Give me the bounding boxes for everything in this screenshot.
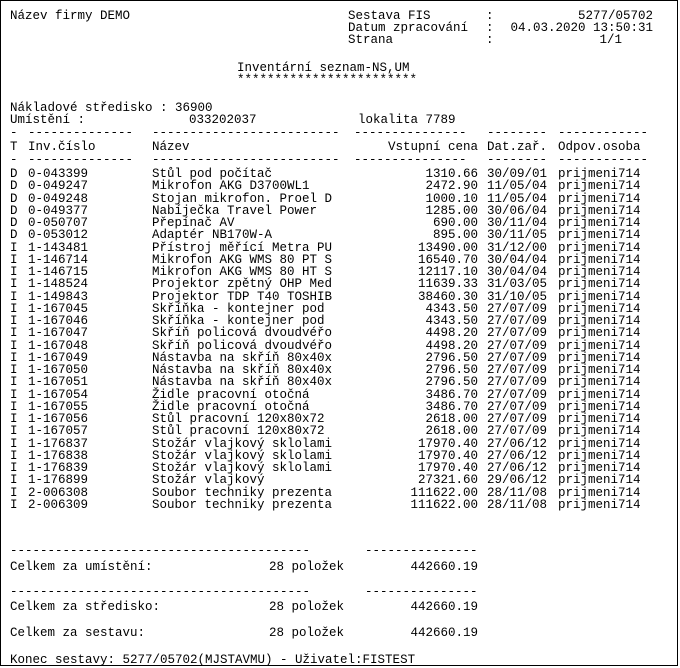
cell-date: 11/05/04 — [487, 191, 548, 206]
cell-type: I — [10, 240, 18, 255]
cell-type: I — [10, 338, 18, 353]
dash: --------------- — [365, 585, 478, 599]
cell-date: 30/06/04 — [487, 203, 548, 218]
cell-price: 4343.50 — [425, 301, 478, 316]
cell-inv-number: 1-176837 — [28, 436, 89, 451]
cell-type: I — [10, 252, 18, 267]
cell-inv-number: 1-167049 — [28, 350, 89, 365]
cell-inv-number: 1-176839 — [28, 461, 89, 475]
total-sum: 442660.19 — [410, 600, 478, 614]
cell-date: 27/07/09 — [487, 399, 548, 414]
cell-price: 1310.66 — [425, 167, 478, 181]
cell-price: 690.00 — [432, 216, 478, 230]
total-count: 28 položek — [269, 600, 345, 614]
total-count: 28 položek — [269, 560, 345, 574]
cell-inv-number: 1-167051 — [28, 375, 89, 390]
table-row — [1, 352, 679, 364]
header-colon: : — [486, 33, 494, 47]
cell-inv-number: 1-167055 — [28, 399, 89, 414]
cell-type: I — [10, 424, 18, 439]
cell-type: I — [10, 363, 18, 377]
cell-person: prijmeni714 — [558, 167, 641, 181]
cell-name: Stožár vlajkový — [152, 473, 265, 488]
total-sum: 442660.19 — [410, 626, 478, 640]
cell-price: 2618.00 — [425, 412, 478, 426]
cell-date: 28/11/08 — [487, 497, 548, 512]
cell-price: 12117.10 — [417, 265, 478, 279]
column-separator-top — [1, 127, 679, 139]
report-title: Inventární seznam-NS,UM — [237, 61, 410, 75]
table-row — [1, 229, 679, 241]
cell-person: prijmeni714 — [558, 314, 641, 328]
total-location — [1, 561, 679, 573]
cell-price: 1285.00 — [425, 203, 478, 218]
cell-person: prijmeni714 — [558, 473, 641, 488]
cell-price: 11639.33 — [417, 277, 478, 292]
cell-person: prijmeni714 — [558, 326, 641, 341]
cell-type: I — [10, 387, 18, 402]
total-label: Celkem za středisko: — [10, 600, 161, 614]
dash: ------------------------- — [152, 153, 340, 167]
cell-date: 27/07/09 — [487, 412, 548, 426]
cell-date: 11/05/04 — [487, 179, 548, 194]
cell-date: 27/06/12 — [487, 461, 548, 475]
cell-date: 30/04/04 — [487, 252, 548, 267]
cell-person: prijmeni714 — [558, 179, 641, 194]
cell-type: D — [10, 228, 18, 243]
cell-name: Skříňka - kontejner pod — [152, 314, 325, 328]
table-row — [1, 364, 679, 376]
header-label-date: Datum zpracování — [348, 21, 469, 35]
cell-date: 27/06/12 — [487, 436, 548, 451]
header-date: Dat.zař. — [487, 140, 548, 154]
cell-type: D — [10, 179, 18, 194]
header-label-page: Strana — [348, 33, 394, 47]
dash: ---------------------------------------- — [10, 585, 311, 599]
cell-inv-number: 1-149843 — [28, 289, 89, 304]
cell-person: prijmeni714 — [558, 252, 641, 267]
table-row — [1, 450, 679, 462]
dash: --------------- — [354, 153, 467, 167]
column-separator-bottom — [1, 154, 679, 166]
cell-inv-number: 1-167056 — [28, 412, 89, 426]
table-row — [1, 303, 679, 315]
cell-type: I — [10, 399, 18, 414]
cell-type: I — [10, 326, 18, 341]
cell-person: prijmeni714 — [558, 497, 641, 512]
cell-price: 3486.70 — [425, 387, 478, 402]
cell-inv-number: 0-049248 — [28, 191, 89, 206]
location-code: 033202037 — [189, 113, 257, 127]
table-row — [1, 425, 679, 437]
cell-name: Stožár vlajkový sklolami — [152, 448, 333, 463]
header-colon: : — [486, 9, 494, 23]
table-row — [1, 205, 679, 217]
table-row — [1, 315, 679, 327]
cell-person: prijmeni714 — [558, 301, 641, 316]
cell-person: prijmeni714 — [558, 363, 641, 377]
cell-date: 27/07/09 — [487, 326, 548, 341]
cell-inv-number: 2-006309 — [28, 497, 89, 512]
totals-separator — [1, 545, 679, 557]
cell-name: Přístroj měřící Metra PU — [152, 240, 333, 255]
cell-inv-number: 1-167046 — [28, 314, 89, 328]
cell-type: I — [10, 314, 18, 328]
cell-person: prijmeni714 — [558, 448, 641, 463]
cell-type: I — [10, 289, 18, 304]
cell-price: 111622.00 — [410, 497, 478, 512]
report-footer: Konec sestavy: 5277/05702(MJSTAVMU) - Uživatel:FISTEST — [10, 653, 416, 667]
header-label-report: Sestava FIS — [348, 9, 431, 23]
cell-type: I — [10, 301, 18, 316]
cell-inv-number: 1-167047 — [28, 326, 89, 341]
cell-price: 17970.40 — [417, 461, 478, 475]
header-value-report: 5277/05702 — [577, 9, 653, 23]
total-sum: 442660.19 — [410, 560, 478, 574]
dash: --------------- — [354, 126, 467, 140]
cell-type: I — [10, 448, 18, 463]
cell-price: 111622.00 — [410, 485, 478, 500]
cell-price: 2796.50 — [425, 375, 478, 390]
cell-type: D — [10, 191, 18, 206]
cell-person: prijmeni714 — [558, 240, 641, 255]
cell-name: Židle pracovní otočná — [152, 399, 310, 414]
cell-person: prijmeni714 — [558, 203, 641, 218]
cell-name: Stojan mikrofon. Proel D — [152, 191, 333, 206]
cell-person: prijmeni714 — [558, 399, 641, 414]
table-row — [1, 168, 679, 180]
table-row — [1, 401, 679, 413]
cell-person: prijmeni714 — [558, 350, 641, 365]
table-row — [1, 291, 679, 303]
cell-type: I — [10, 473, 18, 488]
cell-name: Stůl pracovní 120x80x72 — [152, 424, 325, 439]
cell-price: 1000.10 — [425, 191, 478, 206]
cell-price: 4343.50 — [425, 314, 478, 328]
dash: -------------- — [28, 153, 134, 167]
table-row — [1, 499, 679, 511]
cell-price: 895.00 — [432, 228, 478, 243]
table-row — [1, 278, 679, 290]
cell-name: Stožár vlajkový sklolami — [152, 461, 333, 475]
cell-price: 2618.00 — [425, 424, 478, 439]
cell-inv-number: 1-176899 — [28, 473, 89, 488]
dash: ------------ — [558, 126, 649, 140]
cell-date: 31/10/05 — [487, 289, 548, 304]
header-value-page: 1/1 — [599, 33, 622, 47]
cell-inv-number: 1-143481 — [28, 240, 89, 255]
cell-date: 28/11/08 — [487, 485, 548, 500]
cell-name: Stůl pracovní 120x80x72 — [152, 412, 325, 426]
cell-date: 30/04/04 — [487, 265, 548, 279]
cell-name: Skříň policová dvoudvéřo — [152, 326, 333, 341]
header-person: Odpov.osoba — [558, 140, 641, 154]
locality: lokalita 7789 — [358, 113, 456, 127]
cell-name: Mikrofon AKG WMS 80 PT S — [152, 252, 333, 267]
cell-date: 27/07/09 — [487, 314, 548, 328]
company-name: Název firmy DEMO — [10, 9, 131, 23]
cell-price: 2796.50 — [425, 350, 478, 365]
totals-separator — [1, 586, 679, 598]
cell-type: I — [10, 265, 18, 279]
cell-date: 27/07/09 — [487, 363, 548, 377]
total-center — [1, 601, 679, 613]
table-row — [1, 438, 679, 450]
cell-type: I — [10, 412, 18, 426]
cell-price: 4498.20 — [425, 338, 478, 353]
cell-type: I — [10, 485, 18, 500]
total-label: Celkem za sestavu: — [10, 626, 146, 640]
dash: ------------------------- — [152, 126, 340, 140]
header-type: T — [10, 140, 18, 154]
dash: - — [10, 126, 18, 140]
cell-type: I — [10, 436, 18, 451]
table-row — [1, 193, 679, 205]
cell-name: Skříňka - kontejner pod — [152, 301, 325, 316]
cell-name: Přepínač AV — [152, 216, 235, 230]
cell-inv-number: 1-167045 — [28, 301, 89, 316]
header-value-date: 04.03.2020 13:50:31 — [510, 21, 653, 35]
table-row — [1, 389, 679, 401]
cell-name: Nástavba na skříň 80x40x — [152, 375, 333, 390]
cell-type: I — [10, 497, 18, 512]
cell-inv-number: 1-167057 — [28, 424, 89, 439]
cell-inv-number: 1-167048 — [28, 338, 89, 353]
header-colon: : — [486, 21, 494, 35]
report-title-underline: ************************ — [237, 73, 418, 87]
cell-date: 27/07/09 — [487, 301, 548, 316]
cell-date: 27/07/09 — [487, 424, 548, 439]
cell-date: 30/09/01 — [487, 167, 548, 181]
cell-price: 3486.70 — [425, 399, 478, 414]
cell-name: Mikrofon AKG WMS 80 HT S — [152, 265, 333, 279]
cell-name: Nástavba na skříň 80x40x — [152, 350, 333, 365]
header-inv-number: Inv.číslo — [28, 140, 96, 154]
cell-name: Soubor techniky prezenta — [152, 485, 333, 500]
table-row — [1, 254, 679, 266]
cell-type: I — [10, 461, 18, 475]
column-headers — [1, 141, 679, 153]
cell-date: 27/07/09 — [487, 350, 548, 365]
cell-inv-number: 1-176838 — [28, 448, 89, 463]
total-label: Celkem za umístění: — [10, 560, 153, 574]
table-row — [1, 242, 679, 254]
cell-date: 27/07/09 — [487, 387, 548, 402]
cell-person: prijmeni714 — [558, 228, 641, 243]
table-row — [1, 340, 679, 352]
cell-inv-number: 0-049247 — [28, 179, 89, 194]
table-row — [1, 376, 679, 388]
cell-inv-number: 1-148524 — [28, 277, 89, 292]
cell-name: Nabíječka Travel Power — [152, 203, 318, 218]
cell-price: 17970.40 — [417, 436, 478, 451]
table-row — [1, 487, 679, 499]
dash: - — [10, 153, 18, 167]
dash: -------- — [487, 126, 548, 140]
cell-inv-number: 1-167054 — [28, 387, 89, 402]
cell-date: 27/06/12 — [487, 448, 548, 463]
cell-name: Nástavba na skříň 80x40x — [152, 363, 333, 377]
cell-inv-number: 0-049377 — [28, 203, 89, 218]
cell-date: 27/07/09 — [487, 375, 548, 390]
cell-price: 13490.00 — [417, 240, 478, 255]
cell-name: Soubor techniky prezenta — [152, 497, 333, 512]
dash: -------------- — [28, 126, 134, 140]
cell-date: 31/03/05 — [487, 277, 548, 292]
table-row — [1, 462, 679, 474]
dash: ---------------------------------------- — [10, 544, 311, 558]
cell-person: prijmeni714 — [558, 265, 641, 279]
cell-person: prijmeni714 — [558, 461, 641, 475]
table-row — [1, 474, 679, 486]
cell-inv-number: 1-146714 — [28, 252, 89, 267]
cell-person: prijmeni714 — [558, 375, 641, 390]
table-row — [1, 180, 679, 192]
cell-price: 2472.90 — [425, 179, 478, 194]
table-row — [1, 413, 679, 425]
cell-price: 16540.70 — [417, 252, 478, 267]
dash: -------- — [487, 153, 548, 167]
cell-person: prijmeni714 — [558, 338, 641, 353]
cell-type: D — [10, 203, 18, 218]
dash: --------------- — [365, 544, 478, 558]
cell-date: 29/06/12 — [487, 473, 548, 488]
cell-inv-number: 0-050707 — [28, 216, 89, 230]
header-price: Vstupní cena — [387, 140, 478, 154]
cell-date: 31/12/00 — [487, 240, 548, 255]
cell-date: 30/11/05 — [487, 228, 548, 243]
cell-price: 17970.40 — [417, 448, 478, 463]
cell-date: 27/07/09 — [487, 338, 548, 353]
cell-person: prijmeni714 — [558, 191, 641, 206]
table-row — [1, 217, 679, 229]
total-count: 28 položek — [269, 626, 345, 640]
cell-inv-number: 1-167050 — [28, 363, 89, 377]
cell-price: 4498.20 — [425, 326, 478, 341]
cell-person: prijmeni714 — [558, 277, 641, 292]
cell-name: Mikrofon AKG D3700WL1 — [152, 179, 310, 194]
cell-price: 27321.60 — [417, 473, 478, 488]
cell-person: prijmeni714 — [558, 216, 641, 230]
cell-person: prijmeni714 — [558, 485, 641, 500]
cell-person: prijmeni714 — [558, 412, 641, 426]
cell-name: Židle pracovní otočná — [152, 387, 310, 402]
cell-type: D — [10, 216, 18, 230]
cell-name: Projektor zpětný OHP Med — [152, 277, 333, 292]
cell-person: prijmeni714 — [558, 387, 641, 402]
cell-type: I — [10, 350, 18, 365]
cell-name: Stožár vlajkový sklolami — [152, 436, 333, 451]
cell-inv-number: 0-043399 — [28, 167, 89, 181]
cell-name: Adaptér NB170W-A — [152, 228, 273, 243]
table-row — [1, 266, 679, 278]
cell-name: Projektor TDP T40 TOSHIB — [152, 289, 333, 304]
location-label: Umístění : — [10, 113, 86, 127]
cell-type: D — [10, 167, 18, 181]
cell-inv-number: 1-146715 — [28, 265, 89, 279]
dash: ------------ — [558, 153, 649, 167]
cell-person: prijmeni714 — [558, 424, 641, 439]
cell-type: I — [10, 375, 18, 390]
table-row — [1, 327, 679, 339]
cell-inv-number: 0-053012 — [28, 228, 89, 243]
cell-price: 38460.30 — [417, 289, 478, 304]
cell-name: Skříň policová dvoudvéřo — [152, 338, 333, 353]
cell-inv-number: 2-006308 — [28, 485, 89, 500]
cell-person: prijmeni714 — [558, 436, 641, 451]
cell-price: 2796.50 — [425, 363, 478, 377]
total-report — [1, 627, 679, 639]
cost-center: Nákladové středisko : 36900 — [10, 101, 213, 115]
cell-date: 30/11/04 — [487, 216, 548, 230]
cell-name: Stůl pod počítač — [152, 167, 273, 181]
cell-person: prijmeni714 — [558, 289, 641, 304]
cell-type: I — [10, 277, 18, 292]
header-name: Název — [152, 140, 190, 154]
